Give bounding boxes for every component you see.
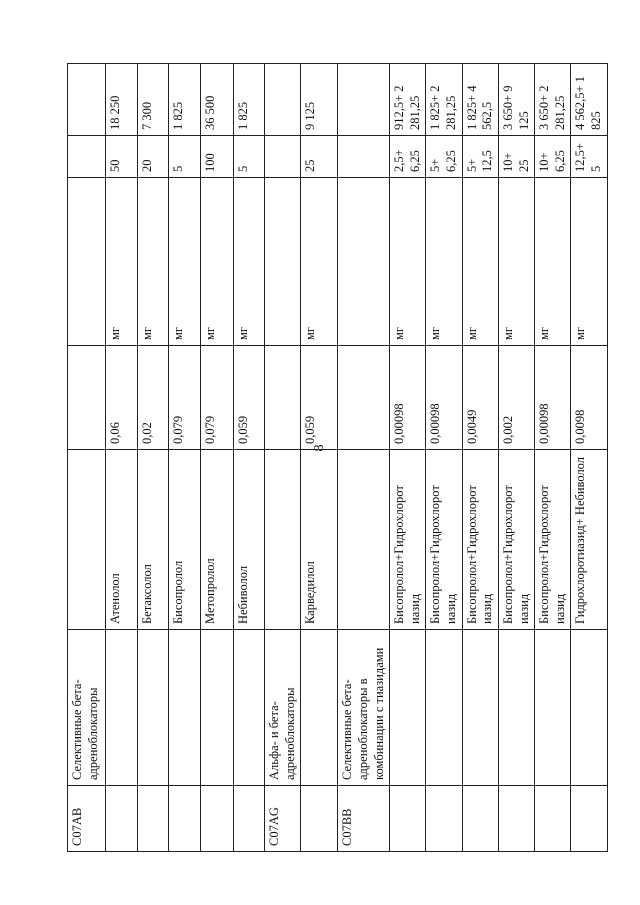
group-name: Альфа- и бета-адреноблокаторы xyxy=(265,630,301,786)
table-row xyxy=(498,64,534,852)
table-row xyxy=(390,64,426,852)
ddd-value: 0,002 xyxy=(498,346,534,450)
unit: мг xyxy=(106,178,138,346)
dose: 12,5+ 5 xyxy=(571,136,608,178)
table-row xyxy=(169,64,201,852)
atc-code xyxy=(201,786,234,852)
atc-code xyxy=(234,786,265,852)
dose: 50 xyxy=(106,136,138,178)
atc-code xyxy=(426,786,462,852)
dose xyxy=(265,136,301,178)
amount: 9 125 xyxy=(301,64,338,136)
ddd-value: 0,02 xyxy=(138,346,169,450)
atc-code xyxy=(390,786,426,852)
amount: 1 825 xyxy=(234,64,265,136)
atc-code xyxy=(498,786,534,852)
dose xyxy=(338,136,390,178)
amount xyxy=(338,64,390,136)
table-row xyxy=(301,64,338,852)
group-name xyxy=(535,630,571,786)
ddd-value: 0,06 xyxy=(106,346,138,450)
amount: 4 562,5+ 1 825 xyxy=(571,64,608,136)
group-name xyxy=(201,630,234,786)
ddd-value: 0,059 xyxy=(301,346,338,450)
ddd-value: 0,00098 xyxy=(426,346,462,450)
ddd-value: 0,059 xyxy=(234,346,265,450)
dose xyxy=(68,136,106,178)
group-name: Селективные бета-адреноблокаторы xyxy=(68,630,106,786)
unit: мг xyxy=(234,178,265,346)
table-row xyxy=(68,64,106,852)
dose: 5 xyxy=(169,136,201,178)
ddd-value xyxy=(265,346,301,450)
ddd-value xyxy=(338,346,390,450)
amount: 18 250 xyxy=(106,64,138,136)
unit: мг xyxy=(498,178,534,346)
ddd-value: 0,079 xyxy=(169,346,201,450)
table-row xyxy=(338,64,390,852)
unit: мг xyxy=(571,178,608,346)
group-name xyxy=(169,630,201,786)
drug-name xyxy=(338,450,390,630)
drug-name: Бисопролол+Гидрохлорот иазид xyxy=(498,450,534,630)
amount: 912,5+ 2 281,25 xyxy=(390,64,426,136)
atc-code: C07AB xyxy=(68,786,106,852)
drug-name xyxy=(68,450,106,630)
dose: 25 xyxy=(301,136,338,178)
unit: мг xyxy=(301,178,338,346)
unit: мг xyxy=(390,178,426,346)
table-row xyxy=(201,64,234,852)
group-name xyxy=(234,630,265,786)
group-name xyxy=(426,630,462,786)
ddd-value: 0,00098 xyxy=(390,346,426,450)
table-row xyxy=(535,64,571,852)
unit: мг xyxy=(201,178,234,346)
unit xyxy=(68,178,106,346)
unit: мг xyxy=(462,178,498,346)
ddd-value: 0,0049 xyxy=(462,346,498,450)
drug-name: Бетаксолол xyxy=(138,450,169,630)
dose: 10+ 6,25 xyxy=(535,136,571,178)
atc-code xyxy=(462,786,498,852)
drug-name: Бисопролол+Гидрохлорот иазид xyxy=(426,450,462,630)
atc-code xyxy=(106,786,138,852)
group-name xyxy=(390,630,426,786)
drug-name: Атенолол xyxy=(106,450,138,630)
table-row xyxy=(106,64,138,852)
group-name: Селективные бета-адреноблокаторы в комбинации с тиазидами xyxy=(338,630,390,786)
table-row xyxy=(426,64,462,852)
dose: 5+ 6,25 xyxy=(426,136,462,178)
atc-code xyxy=(138,786,169,852)
ddd-value: 0,079 xyxy=(201,346,234,450)
atc-code: C07AG xyxy=(265,786,301,852)
page-number: 8 xyxy=(312,444,327,452)
atc-code xyxy=(169,786,201,852)
amount xyxy=(265,64,301,136)
table-row xyxy=(265,64,301,852)
table-row xyxy=(234,64,265,852)
drug-name: Небиволол xyxy=(234,450,265,630)
drug-name: Бисопролол xyxy=(169,450,201,630)
drug-name: Метопролол xyxy=(201,450,234,630)
atc-code xyxy=(535,786,571,852)
dose: 10+ 25 xyxy=(498,136,534,178)
unit xyxy=(338,178,390,346)
drug-table xyxy=(67,63,608,852)
amount: 7 300 xyxy=(138,64,169,136)
amount: 3 650+ 9 125 xyxy=(498,64,534,136)
dose: 5+ 12,5 xyxy=(462,136,498,178)
atc-code xyxy=(301,786,338,852)
unit xyxy=(265,178,301,346)
dose: 20 xyxy=(138,136,169,178)
ddd-value xyxy=(68,346,106,450)
unit: мг xyxy=(138,178,169,346)
amount: 1 825+ 2 281,25 xyxy=(426,64,462,136)
dose: 5 xyxy=(234,136,265,178)
ddd-value: 0,0098 xyxy=(571,346,608,450)
group-name xyxy=(301,630,338,786)
atc-code: C07BB xyxy=(338,786,390,852)
drug-name: Карведилол xyxy=(301,450,338,630)
unit: мг xyxy=(426,178,462,346)
drug-name xyxy=(265,450,301,630)
drug-name: Гидрохлоротиазид+ Небиволол xyxy=(571,450,608,630)
atc-code xyxy=(571,786,608,852)
amount xyxy=(68,64,106,136)
amount: 36 500 xyxy=(201,64,234,136)
drug-name: Бисопролол+Гидрохлорот иазид xyxy=(535,450,571,630)
rotated-table-wrapper xyxy=(67,64,603,852)
table-row xyxy=(571,64,608,852)
group-name xyxy=(106,630,138,786)
unit: мг xyxy=(535,178,571,346)
table-row xyxy=(462,64,498,852)
dose: 2,5+ 6,25 xyxy=(390,136,426,178)
ddd-value: 0,00098 xyxy=(535,346,571,450)
amount: 1 825 xyxy=(169,64,201,136)
group-name xyxy=(571,630,608,786)
group-name xyxy=(462,630,498,786)
unit: мг xyxy=(169,178,201,346)
group-name xyxy=(498,630,534,786)
drug-name: Бисопролол+Гидрохлорот иазид xyxy=(390,450,426,630)
drug-name: Бисопролол+Гидрохлорот иазид xyxy=(462,450,498,630)
amount: 1 825+ 4 562,5 xyxy=(462,64,498,136)
table-row xyxy=(138,64,169,852)
amount: 3 650+ 2 281,25 xyxy=(535,64,571,136)
group-name xyxy=(138,630,169,786)
dose: 100 xyxy=(201,136,234,178)
